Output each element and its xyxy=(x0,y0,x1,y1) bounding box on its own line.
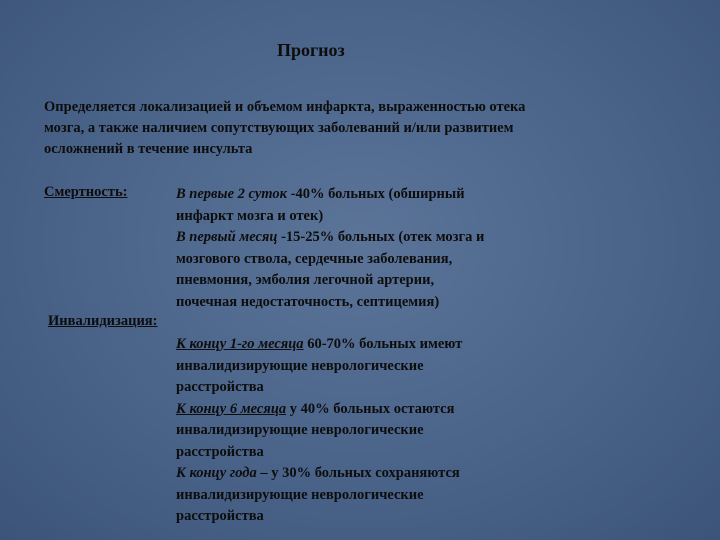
disability-period-1-month: К концу 1-го месяца xyxy=(176,336,304,352)
disability-line: расстройства xyxy=(176,379,264,395)
mortality-label: Смертность: xyxy=(44,184,128,200)
mortality-line xyxy=(176,227,484,249)
disability-line xyxy=(176,463,462,485)
disability-line: расстройства xyxy=(176,443,264,460)
disability-line xyxy=(176,399,462,421)
intro-line: мозга, а также наличием сопутствующих заболеваний и/или развитием xyxy=(44,120,514,136)
intro-line: осложнений в течение инсульта xyxy=(44,141,253,157)
mortality-line: пневмония, эмболия легочной артерии, xyxy=(176,272,435,288)
mortality-text xyxy=(176,184,484,313)
disability-value: – у 30% больных сохраняются xyxy=(256,465,460,481)
disability-value: 60-70% больных имеют xyxy=(303,336,463,352)
disability-text xyxy=(176,334,462,528)
disability-line: инвалидизирующие неврологические xyxy=(176,422,424,438)
mortality-value-2-days: -40% больных (обширный xyxy=(286,186,465,202)
slide-title: Прогноз xyxy=(277,40,345,60)
mortality-line: почечная недостаточность, септицемия) xyxy=(176,293,440,310)
disability-line: инвалидизирующие неврологические xyxy=(176,357,424,374)
mortality-value-month: -15-25% больных (отек мозга и xyxy=(277,229,485,245)
mortality-line: инфаркт мозга и отек) xyxy=(176,207,324,224)
intro-line: Определяется локализацией и объемом инфаркта, выраженностью отека xyxy=(44,99,526,115)
mortality-line: мозгового ствола, сердечные заболевания, xyxy=(176,250,453,267)
disability-line: расстройства xyxy=(176,508,264,524)
disability-period-6-months: К концу 6 месяца xyxy=(176,400,287,417)
mortality-period-month: В первый месяц xyxy=(176,229,278,245)
intro-paragraph xyxy=(44,97,684,160)
disability-value: у 40% больных остаются xyxy=(286,400,455,417)
disability-label: Инвалидизация: xyxy=(48,313,158,329)
mortality-line xyxy=(176,184,484,206)
disability-period-year: К концу года xyxy=(176,465,257,481)
disability-line: инвалидизирующие неврологические xyxy=(176,486,424,503)
mortality-period-2-days: В первые 2 суток xyxy=(176,186,287,202)
disability-line xyxy=(176,334,462,356)
